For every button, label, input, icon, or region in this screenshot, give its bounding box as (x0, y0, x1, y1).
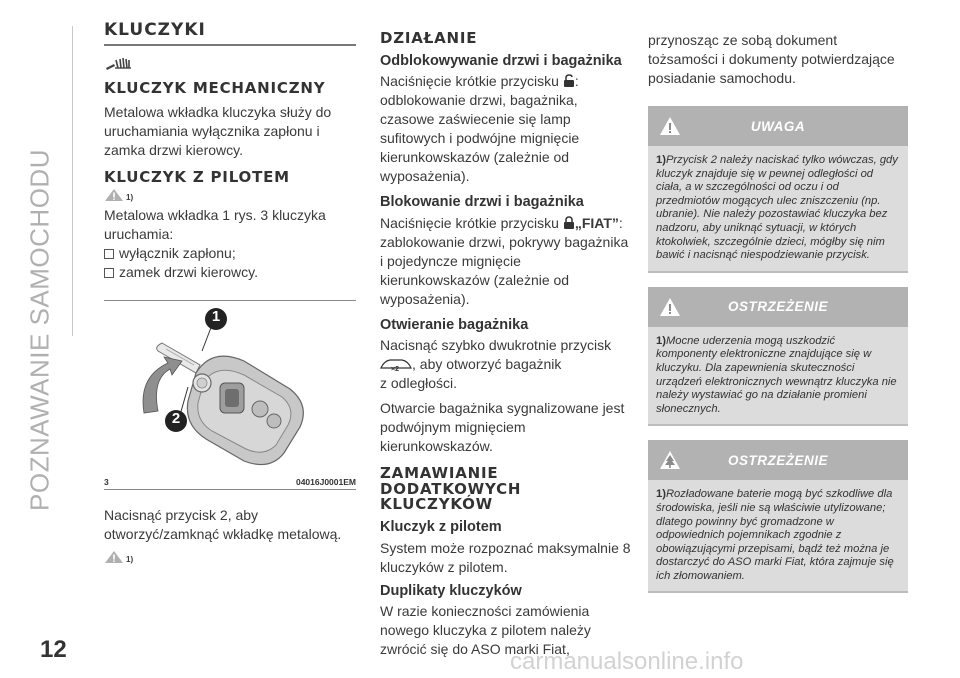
unlock-text-a: Naciśnięcie krótkie przycisku (380, 73, 559, 90)
heading-unlocking: Odblokowywanie drzwi i bagażnika (380, 52, 622, 69)
bullet-ignition (104, 244, 356, 263)
paragraph-key-duplicates: W razie konieczności zamówienia nowego kluczyka z pilotem należy zwrócić się do ASO marki Fiat, (380, 602, 591, 657)
paragraph-release-button: Nacisnąć przycisk 2, aby otworzyć/zamknąć wkładkę metalową. (104, 507, 342, 543)
warning-triangle-icon (658, 115, 682, 137)
heading-mechanical-key: KLUCZYK MECHANICZNY (104, 78, 326, 97)
lock-padlock-icon (563, 216, 575, 230)
environment-tree-icon (658, 449, 682, 471)
chapter-title-text: POZNAWANIE SAMOCHODU (24, 149, 55, 511)
double-press-label: ×2 (391, 365, 399, 373)
checkbox-bullet-icon (104, 249, 114, 259)
bullet-text: zamek drzwi kierowcy. (119, 264, 258, 281)
key-fob-illustration (104, 303, 356, 473)
column-2 (380, 22, 632, 659)
warning-header-2 (648, 440, 908, 480)
unlock-padlock-icon (563, 74, 575, 88)
tailgate-text-c: z odległości. (380, 374, 458, 391)
lock-text-a: Naciśnięcie krótkie przycisku (380, 214, 559, 231)
paragraph-documents: przynosząc ze sobą dokument tożsamości i dokumenty potwierdzające posiadanie samochodu. (648, 32, 895, 86)
checkbox-bullet-icon (104, 268, 114, 278)
paragraph-remote-key: Metalowa wkładka 1 rys. 3 kluczyka uruchamia: (104, 207, 326, 243)
paragraph-tailgate (380, 336, 632, 393)
caution-box (648, 106, 908, 273)
bullet-text: wyłącznik zapłonu; (119, 245, 236, 262)
callout-1: 1 (211, 308, 221, 326)
heading-key-duplicates: Duplikaty kluczyków (380, 582, 522, 599)
caution-body (648, 146, 908, 271)
warning-triangle-icon (104, 188, 124, 202)
section-title-keys: KLUCZYKI (104, 20, 206, 40)
column-1 (104, 22, 356, 564)
warning-triangle-icon (658, 296, 682, 318)
warning-box-1 (648, 287, 908, 427)
tailgate-button-icon (380, 358, 412, 373)
warning-text-1: Mocne uderzenia mogą uszkodzić komponenty elektroniczne znajdujące się w kluczyku. Dla zapewnienia skuteczności urządzeń elektronicznych wewnątrz kluczyka nie należy wystawiać go na działanie promieni słonecznych. (656, 334, 897, 415)
heading-locking: Blokowanie drzwi i bagażnika (380, 194, 584, 211)
page-number: 12 (40, 636, 67, 663)
caution-label: UWAGA (750, 118, 806, 134)
key-wrench-icon (104, 56, 356, 77)
warning-label-1: OSTRZEŻENIE (727, 299, 828, 315)
section-title-additional-keys: ZAMAWIANIE DODATKOWYCH KLUCZYKÓW (380, 463, 522, 514)
figure-code: 04016J0001EM (295, 477, 356, 488)
heading-remote-key-max: Kluczyk z pilotem (380, 519, 502, 536)
heading-remote-key: KLUCZYK Z PILOTEM (104, 167, 290, 186)
warning-number-1: 1) (656, 334, 666, 347)
caution-text: Przycisk 2 należy naciskać tylko wówczas, gdy kluczyk znajduje się w pewnej odległości od ciała, a w szczególności od oczu i od przedmiotów mogących ulec zniszczeniu (np. ubranie). Nie należy pozostawiać kluczyka bez nadzoru, aby uniknąć sytuacji, w których ktokolwiek, szczególnie dzieci, mógłby się nim bawić i nacisnąć niespodziewanie przycisk. (656, 154, 898, 262)
reference-row-2 (104, 550, 356, 564)
paragraph-locking (380, 214, 632, 309)
figure-caption (104, 477, 356, 487)
warning-triangle-icon (104, 550, 124, 564)
caution-header (648, 106, 908, 146)
unlock-text-c: odblokowanie drzwi, bagażnika, czasowe zaświecenie się lamp sufitowych i podwójne mignięcie kierunkowskazów (zależnie od wyposażenia). (380, 92, 580, 185)
paragraph-remote-key-max: System może rozpoznać maksymalnie 8 kluczyków z pilotem. (380, 539, 631, 575)
paragraph-unlocking (380, 72, 632, 186)
tailgate-text-b: , aby otworzyć bagażnik (412, 355, 562, 372)
tailgate-text-a: Nacisnąć szybko dwukrotnie przycisk (380, 336, 612, 353)
column-3 (648, 22, 908, 593)
paragraph-mechanical-key: Metalowa wkładka kluczyka służy do uruchamiania wyłącznika zapłonu i zamka drzwi kierowcy. (104, 103, 332, 158)
caution-number: 1) (656, 154, 666, 166)
figure-key-illustration (104, 300, 356, 490)
lock-text-c: zablokowanie drzwi, pokrywy bagażnika i pojedyncze mignięcie kierunkowskazów (zależnie od wyposażenia). (380, 233, 629, 307)
bullet-door-lock (104, 263, 356, 282)
fiat-button-label: „FIAT” (574, 214, 619, 231)
warning-body-2 (648, 480, 908, 591)
title-rule (104, 44, 356, 46)
figure-number: 3 (104, 477, 109, 488)
warning-box-2 (648, 440, 908, 593)
reference-number: 1) (126, 193, 134, 203)
warning-text-2: Rozładowane baterie mogą być szkodliwe dla środowiska, jeśli nie są właściwie utylizowane; dlatego powinny być gromadzone w odpowiednich pojemnikach zgodnie z obowiązującymi przepisami, bądź też można je dostarczyć do ASO marki Fiat, która zajmuje się ich złomowaniem. (656, 488, 894, 582)
warning-header-1 (648, 287, 908, 327)
chapter-divider-line (72, 26, 73, 336)
watermark: carmanualsonline.info (510, 648, 744, 675)
reference-row-1 (104, 188, 356, 202)
paragraph-tailgate-signal: Otwarcie bagażnika sygnalizowane jest podwójnym mignięciem kierunkowskazów. (380, 399, 625, 454)
section-title-operation: DZIAŁANIE (380, 29, 478, 47)
reference-number: 1) (126, 555, 134, 565)
unlock-text-b: : (574, 73, 579, 90)
lock-text-b: : (618, 214, 623, 231)
warning-label-2: OSTRZEŻENIE (727, 452, 828, 468)
warning-number-2: 1) (656, 488, 666, 501)
callout-2: 2 (171, 410, 181, 428)
warning-body-1 (648, 327, 908, 425)
heading-tailgate: Otwieranie bagażnika (380, 316, 529, 333)
